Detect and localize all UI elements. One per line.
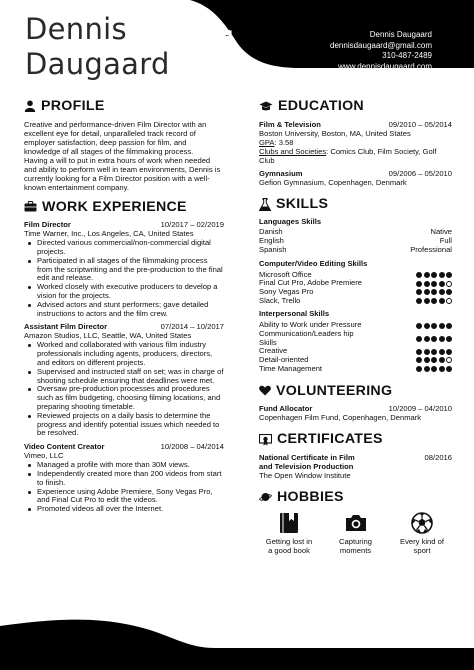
rating-dot bbox=[416, 272, 422, 278]
volunteering-heading bbox=[259, 383, 452, 400]
certificate-issuer: The Open Window Institute bbox=[259, 471, 351, 480]
rating-dot bbox=[424, 357, 430, 363]
flask-icon bbox=[259, 198, 271, 211]
education-dates: 09/2010 – 05/2014 bbox=[388, 119, 452, 129]
rating-dot bbox=[416, 357, 422, 363]
rating-dot bbox=[431, 336, 437, 342]
footer-address: 25543 Zimmerman Lane, Los Angeles, CA 90015, United States bbox=[217, 638, 450, 648]
education-entry bbox=[259, 169, 452, 187]
certificate-title-line-2: and Television Production bbox=[259, 462, 354, 471]
certificate-title bbox=[259, 453, 355, 471]
rating-dot bbox=[446, 349, 452, 355]
job-bullet: Directed various commercial/non-commercial digital projects. bbox=[24, 239, 224, 257]
computer-skills-title: Computer/Video Editing Skills bbox=[259, 258, 368, 268]
contact-email-row[interactable] bbox=[224, 41, 444, 52]
job-bullet: Worked closely with executive producers to develop a vision for the projects. bbox=[24, 283, 224, 301]
hobby-label-line-2: a good book bbox=[268, 545, 310, 555]
skill-rating bbox=[416, 281, 452, 287]
soccer-ball-icon bbox=[411, 512, 433, 534]
hobby-label-line-2: moments bbox=[339, 545, 372, 555]
rating-dot bbox=[431, 366, 437, 372]
job-entry bbox=[24, 442, 224, 514]
job-title: Assistant Film Director bbox=[24, 322, 108, 332]
profile-heading bbox=[24, 98, 224, 115]
skill-name: Creative bbox=[259, 346, 288, 356]
work-heading bbox=[24, 199, 224, 216]
job-entry bbox=[24, 220, 224, 318]
person-icon bbox=[436, 31, 444, 39]
profile-paragraph-1: Creative and performance-driven Film Director with an excellent eye for detail, unparalleled track record of employer satisfaction, deep passion for film, and knowledge of all stages of the filmmaking process. bbox=[24, 119, 207, 157]
rating-dot bbox=[439, 336, 445, 342]
job-bullets bbox=[24, 461, 224, 514]
rating-dot bbox=[431, 298, 437, 304]
rating-dot bbox=[439, 357, 445, 363]
rating-dot bbox=[416, 349, 422, 355]
job-bullet: Participated in all stages of the filmmaking process from the scriptwriting and the pre-production to the final edit and release. bbox=[24, 257, 224, 283]
job-bullet: Promoted videos all over the Internet. bbox=[24, 505, 224, 514]
job-title: Video Content Creator bbox=[24, 442, 105, 452]
gpa-label: GPA bbox=[259, 137, 275, 147]
certificate-title-line-1: National Certificate in Film bbox=[259, 453, 355, 462]
skill-rating bbox=[416, 272, 452, 278]
job-bullet: Independently created more than 200 videos from start to finish. bbox=[24, 470, 224, 488]
volunteering-heading-text: VOLUNTEERING bbox=[276, 382, 393, 399]
contact-website[interactable]: www.dennisdaugaard.com bbox=[338, 61, 432, 71]
camera-icon bbox=[345, 514, 367, 532]
interpersonal-skills-list bbox=[259, 321, 452, 373]
header bbox=[0, 0, 474, 92]
rating-dot bbox=[431, 357, 437, 363]
volunteering-title: Fund Allocator bbox=[259, 404, 313, 414]
job-entry bbox=[24, 322, 224, 438]
rating-dot bbox=[424, 366, 430, 372]
language-level: Native bbox=[430, 227, 452, 237]
job-dates: 07/2014 – 10/2017 bbox=[160, 322, 224, 332]
skill-rating bbox=[416, 349, 452, 355]
skill-rating bbox=[416, 357, 452, 363]
first-name: Dennis bbox=[25, 12, 127, 46]
hobbies-list bbox=[259, 511, 452, 555]
skill-name: Final Cut Pro, Adobe Premiere bbox=[259, 278, 362, 288]
rating-dot bbox=[446, 298, 452, 304]
heart-icon bbox=[259, 385, 271, 396]
rating-dot bbox=[424, 298, 430, 304]
skill-name: Microsoft Office bbox=[259, 269, 312, 279]
phone-icon bbox=[436, 52, 444, 60]
rating-dot bbox=[439, 281, 445, 287]
education-school: Gefion Gymnasium, Copenhagen, Denmark bbox=[259, 177, 407, 187]
skill-rating bbox=[416, 289, 452, 295]
certificate-header bbox=[259, 453, 452, 471]
rating-dot bbox=[446, 272, 452, 278]
certificate-icon bbox=[259, 434, 272, 446]
rating-dot bbox=[416, 323, 422, 329]
certificates-heading bbox=[259, 431, 452, 448]
monitor-icon bbox=[436, 63, 444, 71]
language-level: Professional bbox=[410, 244, 452, 254]
rating-dot bbox=[446, 289, 452, 295]
volunteering-org: Copenhagen Film Fund, Copenhagen, Denmark bbox=[259, 413, 422, 423]
right-column bbox=[259, 98, 452, 555]
skill-rating bbox=[416, 298, 452, 304]
hobby-label-line-1: Getting lost in bbox=[265, 536, 313, 546]
job-bullet: Advised actors and stunt performers; gave detailed instructions to actors and the film crew. bbox=[24, 301, 224, 319]
language-row bbox=[259, 246, 452, 255]
language-level: Full bbox=[439, 236, 452, 246]
contact-phone[interactable]: 310-487-2489 bbox=[382, 51, 432, 61]
job-title: Film Director bbox=[24, 220, 71, 230]
job-header bbox=[24, 220, 224, 229]
hobbies-heading bbox=[259, 489, 452, 506]
clubs-label: Clubs and Societies bbox=[259, 146, 327, 156]
rating-dot bbox=[431, 349, 437, 355]
rating-dot bbox=[416, 289, 422, 295]
education-degree: Gymnasium bbox=[259, 168, 303, 178]
job-bullet: Managed a profile with more than 30M views. bbox=[24, 461, 224, 470]
rating-dot bbox=[424, 336, 430, 342]
education-heading-text: EDUCATION bbox=[278, 98, 364, 114]
job-header bbox=[24, 322, 224, 331]
footer bbox=[0, 598, 474, 670]
rating-dot bbox=[439, 349, 445, 355]
education-heading bbox=[259, 98, 452, 115]
skill-rating bbox=[416, 336, 452, 342]
rating-dot bbox=[439, 289, 445, 295]
education-entry bbox=[259, 120, 452, 165]
rating-dot bbox=[424, 272, 430, 278]
profile-paragraph-2: Having a will to put in extra hours of work when needed and ability to perform well in team environments, Dennis is currently looking for a Film Director position with a well-known entertainment company. bbox=[24, 156, 221, 193]
hobby-item bbox=[259, 511, 319, 555]
clubs-value: : Comics Club, Film Society, Golf Club bbox=[259, 146, 437, 165]
volunteering-header bbox=[259, 404, 452, 413]
job-bullet: Experience using Adobe Premiere, Sony Vegas Pro, and Final Cut Pro to edit the videos. bbox=[24, 488, 224, 506]
skill-row bbox=[259, 297, 452, 306]
hobby-label-line-2: sport bbox=[413, 545, 431, 555]
job-bullet: Supervised and instructed staff on set; was in charge of shooting schedule ensuring that deadlines were met. bbox=[24, 368, 224, 386]
rating-dot bbox=[416, 281, 422, 287]
skill-row bbox=[259, 330, 452, 347]
language-name: English bbox=[259, 236, 284, 246]
rating-dot bbox=[424, 323, 430, 329]
rating-dot bbox=[446, 281, 452, 287]
job-bullets bbox=[24, 341, 224, 438]
education-school: Boston University, Boston, MA, United States bbox=[259, 128, 411, 138]
education-header bbox=[259, 169, 452, 178]
language-name: Danish bbox=[259, 227, 283, 237]
skill-rating bbox=[416, 366, 452, 372]
person-icon bbox=[24, 100, 36, 112]
hobby-item bbox=[392, 511, 452, 555]
skill-name: Sony Vegas Pro bbox=[259, 286, 314, 296]
planet-icon bbox=[259, 491, 272, 503]
left-column bbox=[24, 98, 224, 514]
graduation-cap-icon bbox=[259, 101, 273, 112]
rating-dot bbox=[416, 298, 422, 304]
contact-email[interactable]: dennisdaugaard@gmail.com bbox=[330, 40, 432, 50]
rating-dot bbox=[416, 366, 422, 372]
job-bullet: Oversaw pre-production processes and procedures such as film budgeting, choosing filming locations, and preparing shooting timetable. bbox=[24, 385, 224, 411]
rating-dot bbox=[431, 323, 437, 329]
education-degree: Film & Television bbox=[259, 119, 321, 129]
job-bullet: Reviewed projects on a daily basis to determine the progress and identify potential issues which needed to be resolved. bbox=[24, 412, 224, 438]
job-company: Amazon Studios, LLC, Seattle, WA, United States bbox=[24, 331, 192, 341]
skill-name: Detail-oriented bbox=[259, 355, 309, 365]
education-dates: 09/2006 – 05/2010 bbox=[388, 168, 452, 178]
last-name: Daugaard bbox=[25, 47, 170, 81]
education-clubs bbox=[259, 147, 452, 165]
job-header bbox=[24, 442, 224, 451]
profile-heading-text: PROFILE bbox=[41, 98, 105, 114]
skill-name: Time Management bbox=[259, 363, 323, 373]
certificate-date: 08/2016 bbox=[424, 453, 452, 462]
work-heading-text: WORK EXPERIENCE bbox=[42, 198, 187, 215]
job-dates: 10/2017 – 02/2019 bbox=[160, 220, 224, 230]
job-company: Vimeo, LLC bbox=[24, 451, 64, 461]
job-dates: 10/2008 – 04/2014 bbox=[160, 442, 224, 452]
education-gpa bbox=[259, 138, 452, 147]
job-bullets bbox=[24, 239, 224, 318]
job-bullet: Worked and collaborated with various film industry professionals including agents, producers, directors, and editors on different projects. bbox=[24, 341, 224, 367]
skills-heading bbox=[259, 196, 452, 213]
rating-dot bbox=[446, 323, 452, 329]
language-name: Spanish bbox=[259, 244, 287, 254]
contact-name: Dennis Daugaard bbox=[369, 30, 432, 39]
hobby-label-line-1: Every kind of bbox=[400, 536, 444, 546]
job-company: Time Warner, Inc., Los Angeles, CA, United States bbox=[24, 229, 194, 239]
rating-dot bbox=[446, 336, 452, 342]
rating-dot bbox=[446, 366, 452, 372]
rating-dot bbox=[424, 349, 430, 355]
hobby-item bbox=[326, 511, 386, 555]
rating-dot bbox=[439, 366, 445, 372]
book-icon bbox=[279, 512, 299, 534]
rating-dot bbox=[424, 281, 430, 287]
contact-name-row bbox=[224, 30, 444, 41]
rating-dot bbox=[431, 272, 437, 278]
rating-dot bbox=[431, 281, 437, 287]
computer-skills-list bbox=[259, 271, 452, 306]
rating-dot bbox=[416, 336, 422, 342]
rating-dot bbox=[424, 289, 430, 295]
contact-block bbox=[224, 30, 444, 72]
contact-phone-row[interactable] bbox=[224, 51, 444, 62]
hobby-label-line-1: Capturing bbox=[339, 536, 372, 546]
gpa-value: : 3.58 bbox=[274, 137, 294, 147]
skill-name: Ability to Work under Pressure bbox=[259, 320, 362, 330]
languages-title: Languages Skills bbox=[259, 216, 322, 226]
contact-website-row[interactable] bbox=[224, 62, 444, 73]
rating-dot bbox=[439, 298, 445, 304]
skill-rating bbox=[416, 323, 452, 329]
skill-name: Communication/Leaders hip Skills bbox=[259, 328, 354, 347]
education-header bbox=[259, 120, 452, 129]
skill-row bbox=[259, 365, 452, 374]
language-row bbox=[259, 228, 452, 237]
rating-dot bbox=[446, 357, 452, 363]
envelope-icon bbox=[436, 42, 444, 50]
rating-dot bbox=[439, 272, 445, 278]
briefcase-icon bbox=[24, 201, 37, 212]
volunteering-dates: 10/2009 – 04/2010 bbox=[388, 404, 452, 414]
skill-name: Slack, Trello bbox=[259, 295, 301, 305]
skills-heading-text: SKILLS bbox=[276, 195, 329, 212]
interpersonal-skills-title: Interpersonal Skills bbox=[259, 309, 330, 319]
footer-black-shape bbox=[0, 598, 474, 670]
certificates-heading-text: CERTIFICATES bbox=[277, 431, 383, 448]
hobbies-heading-text: HOBBIES bbox=[277, 489, 344, 505]
rating-dot bbox=[439, 323, 445, 329]
rating-dot bbox=[431, 289, 437, 295]
